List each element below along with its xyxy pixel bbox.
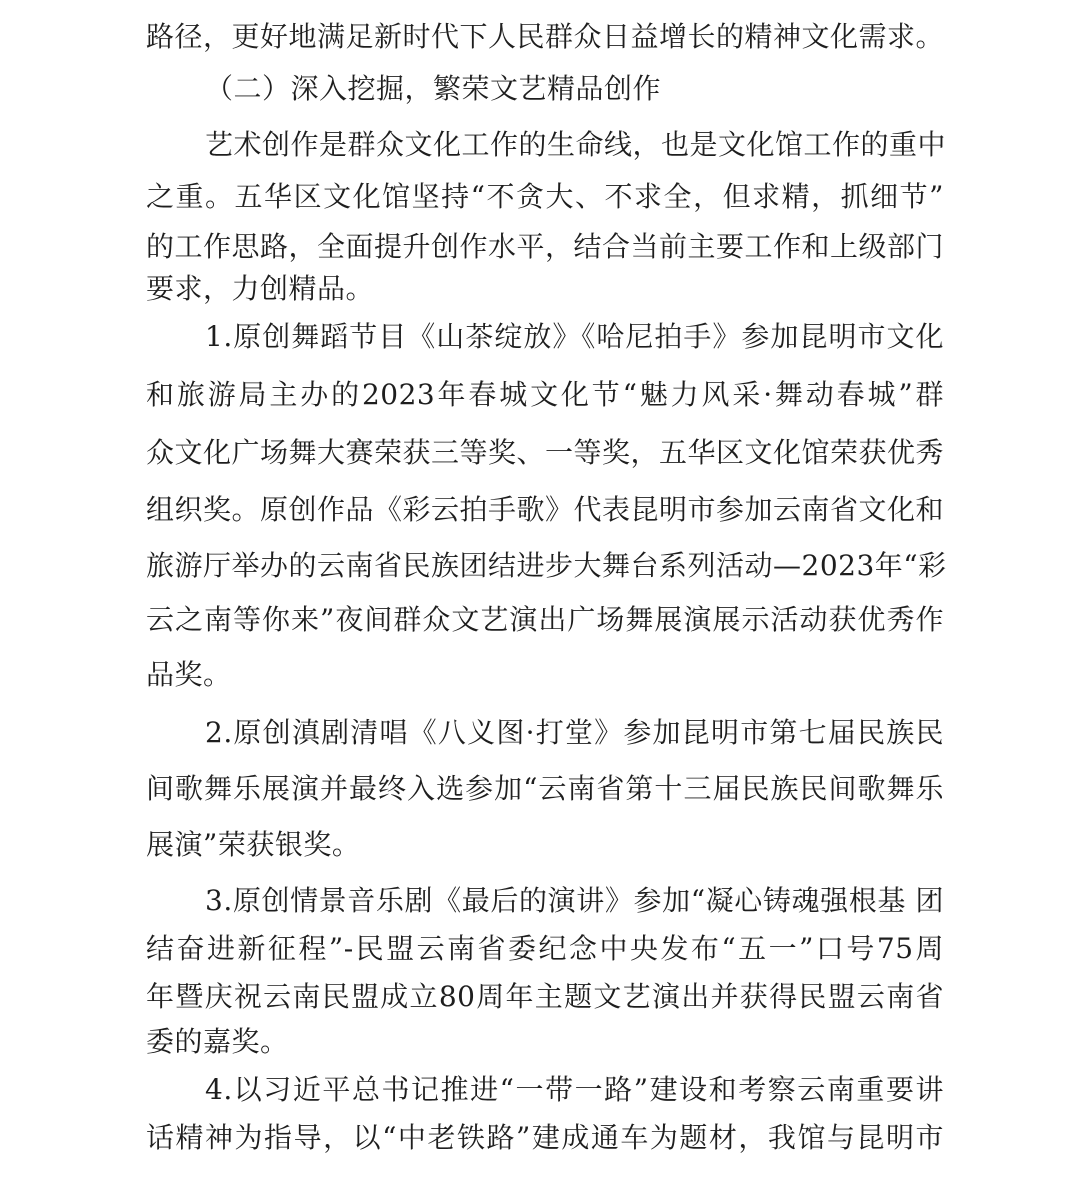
text-line-19: 年暨庆祝云南民盟成立80周年主题文艺演出并获得民盟云南省 — [146, 980, 944, 1013]
text-line-10: 组织奖。原创作品《彩云拍手歌》代表昆明市参加云南省文化和 — [146, 493, 945, 526]
text-line-21: 4.以习近平总书记推进“一带一路”建设和考察云南重要讲 — [205, 1073, 944, 1106]
text-line-17: 3.原创情景音乐剧《最后的演讲》参加“凝心铸魂强根基 团 — [205, 884, 944, 917]
text-line-3: 艺术创作是群众文化工作的生命线，也是文化馆工作的重中 — [205, 128, 947, 161]
text-line-16: 展演”荣获银奖。 — [146, 828, 361, 861]
text-line-1: 路径，更好地满足新时代下人民群众日益增长的精神文化需求。 — [146, 20, 945, 53]
text-line-22: 话精神为指导，以“中老铁路”建成通车为题材，我馆与昆明市 — [146, 1121, 944, 1154]
text-line-8: 和旅游局主办的2023年春城文化节“魅力风采·舞动春城”群 — [146, 378, 944, 411]
text-line-15: 间歌舞乐展演并最终入选参加“云南省第十三届民族民间歌舞乐 — [146, 772, 944, 805]
text-line-9: 众文化广场舞大赛荣获三等奖、一等奖，五华区文化馆荣获优秀 — [146, 436, 945, 469]
text-line-12: 云之南等你来”夜间群众文艺演出广场舞展演展示活动获优秀作 — [146, 603, 944, 636]
text-line-18: 结奋进新征程”-民盟云南省委纪念中央发布“五一”口号75周 — [146, 932, 944, 965]
text-line-5: 的工作思路，全面提升创作水平，结合当前主要工作和上级部门 — [146, 230, 945, 263]
text-line-4: 之重。五华区文化馆坚持“不贪大、不求全，但求精，抓细节” — [146, 180, 944, 213]
text-line-7: 1.原创舞蹈节目《山茶绽放》《哈尼拍手》参加昆明市文化 — [205, 320, 944, 353]
text-line-20: 委的嘉奖。 — [146, 1025, 289, 1058]
text-line-13: 品奖。 — [146, 658, 232, 691]
text-line-6: 要求，力创精品。 — [146, 272, 375, 305]
text-line-14: 2.原创滇剧清唱《八义图·打堂》参加昆明市第七届民族民 — [205, 716, 944, 749]
section-heading: （二）深入挖掘，繁荣文艺精品创作 — [205, 72, 662, 105]
text-line-11: 旅游厅举办的云南省民族团结进步大舞台系列活动—2023年“彩 — [146, 549, 947, 582]
